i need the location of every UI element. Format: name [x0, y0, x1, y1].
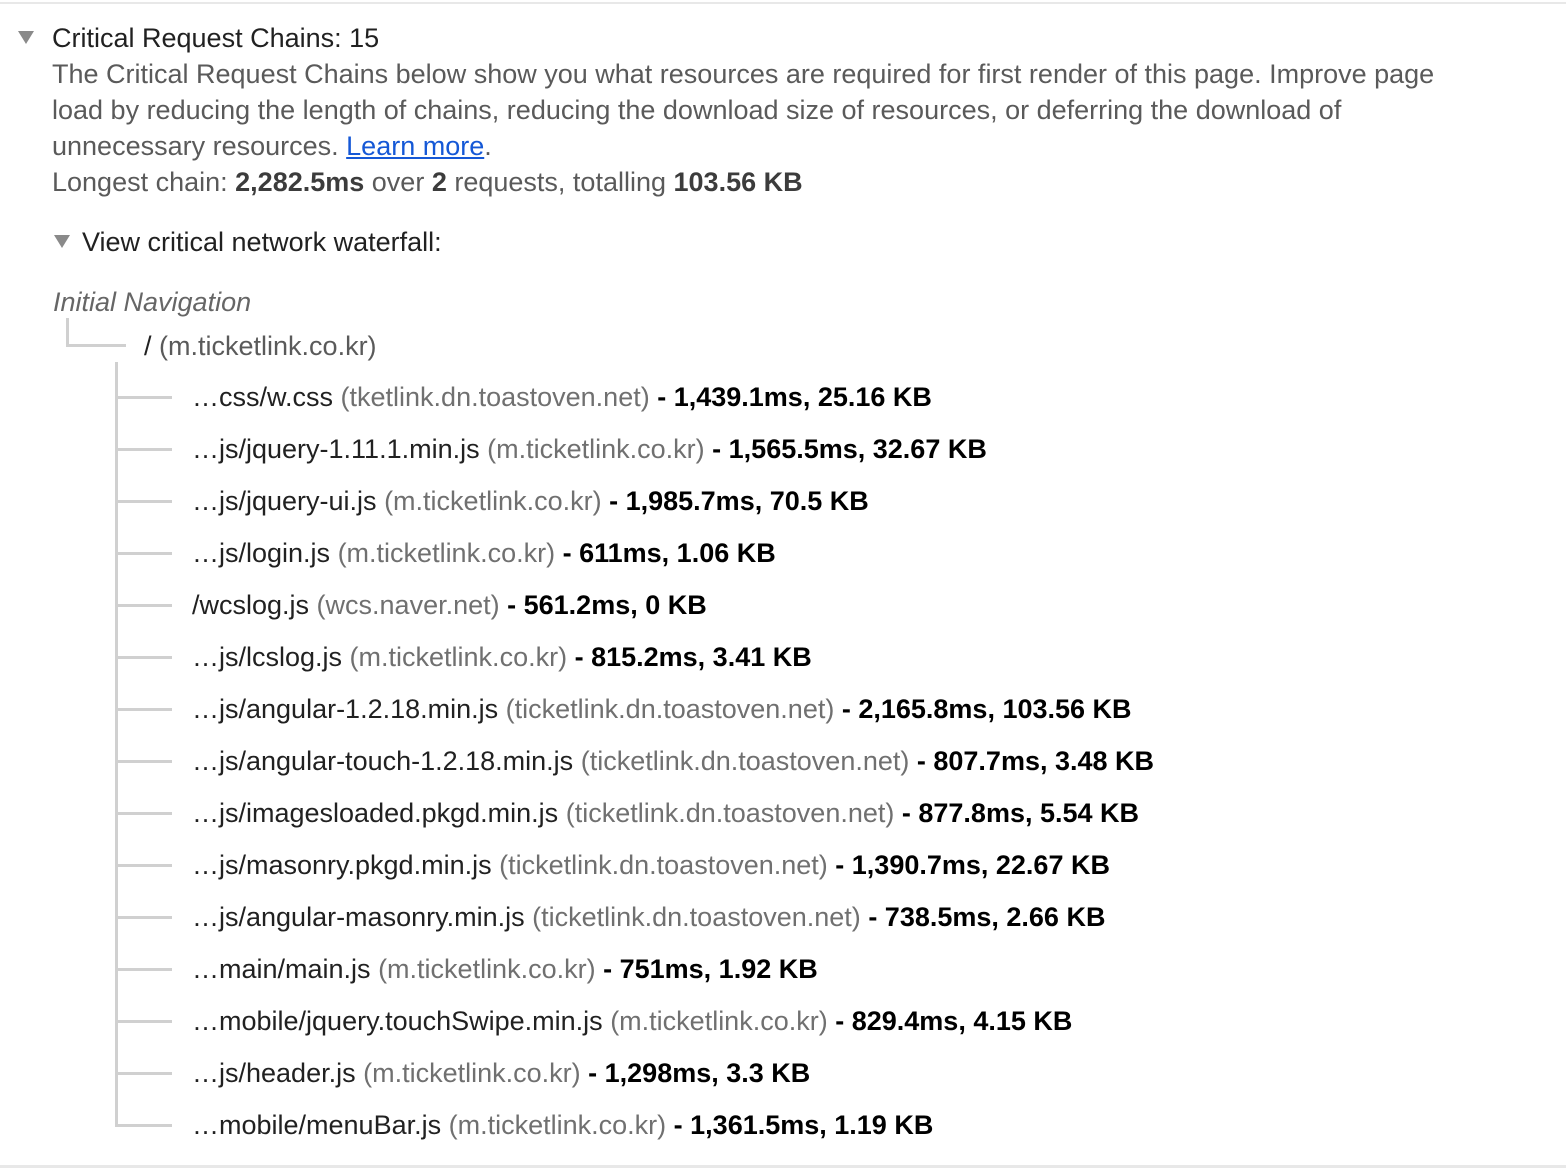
tree-connector — [66, 344, 126, 347]
request-host: (m.ticketlink.co.kr) — [349, 642, 568, 672]
tree-branch-line — [115, 500, 172, 503]
initial-navigation-label: Initial Navigation — [53, 287, 252, 317]
request-entry — [192, 483, 869, 519]
request-path: …js/lcslog.js — [192, 642, 343, 672]
request-stats: - 877.8ms, 5.54 KB — [901, 798, 1140, 828]
request-stats: - 1,565.5ms, 32.67 KB — [712, 434, 987, 464]
request-stats: - 751ms, 1.92 KB — [603, 954, 818, 984]
request-stats: - 815.2ms, 3.41 KB — [574, 642, 812, 672]
request-entry — [192, 431, 987, 467]
request-path: …mobile/menuBar.js — [192, 1110, 442, 1140]
tree-branch-line — [115, 760, 172, 763]
request-chain-item — [0, 736, 1400, 788]
request-stats: - 2,165.8ms, 103.56 KB — [841, 694, 1132, 724]
request-host: (ticketlink.dn.toastoven.net) — [499, 850, 828, 880]
description-end: . — [484, 131, 492, 161]
request-path: …js/imagesloaded.pkgd.min.js — [192, 798, 559, 828]
waterfall-triangle-icon[interactable] — [54, 235, 70, 248]
request-stats: - 611ms, 1.06 KB — [562, 538, 776, 568]
request-entry — [192, 587, 707, 623]
tree-branch-line — [115, 916, 172, 919]
request-chain-list — [0, 372, 1400, 1152]
tree-branch-line — [115, 604, 172, 607]
request-stats: - 829.4ms, 4.15 KB — [835, 1006, 1073, 1036]
request-entry — [192, 951, 818, 987]
request-host: (tketlink.dn.toastoven.net) — [340, 382, 650, 412]
request-path: …js/header.js — [192, 1058, 356, 1088]
request-entry — [192, 795, 1139, 831]
tree-branch-line — [115, 812, 172, 815]
request-entry — [192, 691, 1132, 727]
request-host: (m.ticketlink.co.kr) — [487, 434, 705, 464]
request-stats: - 1,439.1ms, 25.16 KB — [657, 382, 932, 412]
request-entry — [192, 1107, 933, 1143]
request-chain-item — [0, 632, 1400, 684]
request-stats: - 561.2ms, 0 KB — [507, 590, 707, 620]
request-entry — [192, 899, 1105, 935]
summary-duration: 2,282.5ms — [235, 167, 365, 197]
request-path: …js/angular-touch-1.2.18.min.js — [192, 746, 574, 776]
tree-branch-line — [115, 1072, 172, 1075]
request-chain-item — [0, 372, 1400, 424]
longest-chain-summary — [52, 164, 803, 200]
summary-total-size: 103.56 KB — [673, 167, 803, 197]
request-entry — [192, 847, 1110, 883]
request-path: …mobile/jquery.touchSwipe.min.js — [192, 1006, 603, 1036]
request-host: (m.ticketlink.co.kr) — [610, 1006, 828, 1036]
tree-branch-line — [115, 708, 172, 711]
audit-description — [52, 56, 1452, 164]
tree-branch-line — [115, 1020, 172, 1023]
request-host: (wcs.naver.net) — [316, 590, 500, 620]
request-host: (ticketlink.dn.toastoven.net) — [532, 902, 861, 932]
request-chain-item — [0, 840, 1400, 892]
request-path: …js/login.js — [192, 538, 331, 568]
request-chain-item — [0, 788, 1400, 840]
request-entry — [192, 1055, 810, 1091]
request-entry — [192, 743, 1154, 779]
request-entry — [192, 379, 932, 415]
request-path: …css/w.css — [192, 382, 334, 412]
request-chain-item — [0, 996, 1400, 1048]
tree-branch-line — [115, 864, 172, 867]
bottom-divider — [0, 1165, 1566, 1168]
view-waterfall-toggle[interactable]: View critical network waterfall: — [82, 227, 442, 257]
summary-prefix: Longest chain: — [52, 167, 228, 197]
request-stats: - 1,985.7ms, 70.5 KB — [609, 486, 869, 516]
request-chain-item — [0, 424, 1400, 476]
request-chain-item — [0, 684, 1400, 736]
description-text: The Critical Request Chains below show you what resources are required for first render of this page. Improve page load by reducing the length of chains, reducing the download size of resources, or deferring the download of unnecessary resources. — [52, 59, 1435, 161]
request-chain-item — [0, 580, 1400, 632]
tree-branch-line — [115, 1124, 172, 1127]
request-host: (ticketlink.dn.toastoven.net) — [565, 798, 895, 828]
request-chain-item — [0, 476, 1400, 528]
audit-title[interactable]: Critical Request Chains: 15 — [52, 23, 380, 53]
request-host: (m.ticketlink.co.kr) — [363, 1058, 581, 1088]
summary-over: over — [371, 167, 425, 197]
request-stats: - 738.5ms, 2.66 KB — [868, 902, 1106, 932]
request-host: (m.ticketlink.co.kr) — [337, 538, 556, 568]
summary-requests-label: requests, totalling — [454, 167, 666, 197]
root-request — [144, 328, 377, 364]
request-path: …js/masonry.pkgd.min.js — [192, 850, 492, 880]
request-host: (m.ticketlink.co.kr) — [448, 1110, 667, 1140]
request-path: …js/jquery-ui.js — [192, 486, 377, 516]
request-path: …main/main.js — [192, 954, 371, 984]
root-path: / — [144, 331, 152, 361]
request-entry — [192, 535, 776, 571]
tree-branch-line — [115, 656, 172, 659]
request-path: …js/jquery-1.11.1.min.js — [192, 434, 480, 464]
tree-branch-line — [115, 448, 172, 451]
learn-more-link[interactable]: Learn more — [346, 131, 485, 161]
request-chain-item — [0, 944, 1400, 996]
request-chain-item — [0, 1048, 1400, 1100]
tree-branch-line — [115, 396, 172, 399]
request-entry — [192, 1003, 1072, 1039]
request-chain-item — [0, 528, 1400, 580]
request-entry — [192, 639, 812, 675]
request-stats: - 1,390.7ms, 22.67 KB — [835, 850, 1110, 880]
tree-branch-line — [115, 968, 172, 971]
tree-branch-line — [115, 552, 172, 555]
request-host: (m.ticketlink.co.kr) — [384, 486, 602, 516]
request-path: …js/angular-1.2.18.min.js — [192, 694, 499, 724]
request-chain-item — [0, 1100, 1400, 1152]
tree-connector — [66, 318, 69, 347]
request-path: …js/angular-masonry.min.js — [192, 902, 525, 932]
request-stats: - 1,361.5ms, 1.19 KB — [673, 1110, 934, 1140]
summary-request-count: 2 — [431, 167, 447, 197]
collapse-triangle-icon[interactable] — [18, 31, 34, 44]
root-host: (m.ticketlink.co.kr) — [159, 331, 377, 361]
request-stats: - 1,298ms, 3.3 KB — [588, 1058, 811, 1088]
request-stats: - 807.7ms, 3.48 KB — [916, 746, 1155, 776]
request-host: (m.ticketlink.co.kr) — [378, 954, 596, 984]
request-host: (ticketlink.dn.toastoven.net) — [505, 694, 835, 724]
top-divider — [0, 2, 1566, 4]
request-chain-item — [0, 892, 1400, 944]
request-host: (ticketlink.dn.toastoven.net) — [580, 746, 910, 776]
request-path: /wcslog.js — [192, 590, 310, 620]
